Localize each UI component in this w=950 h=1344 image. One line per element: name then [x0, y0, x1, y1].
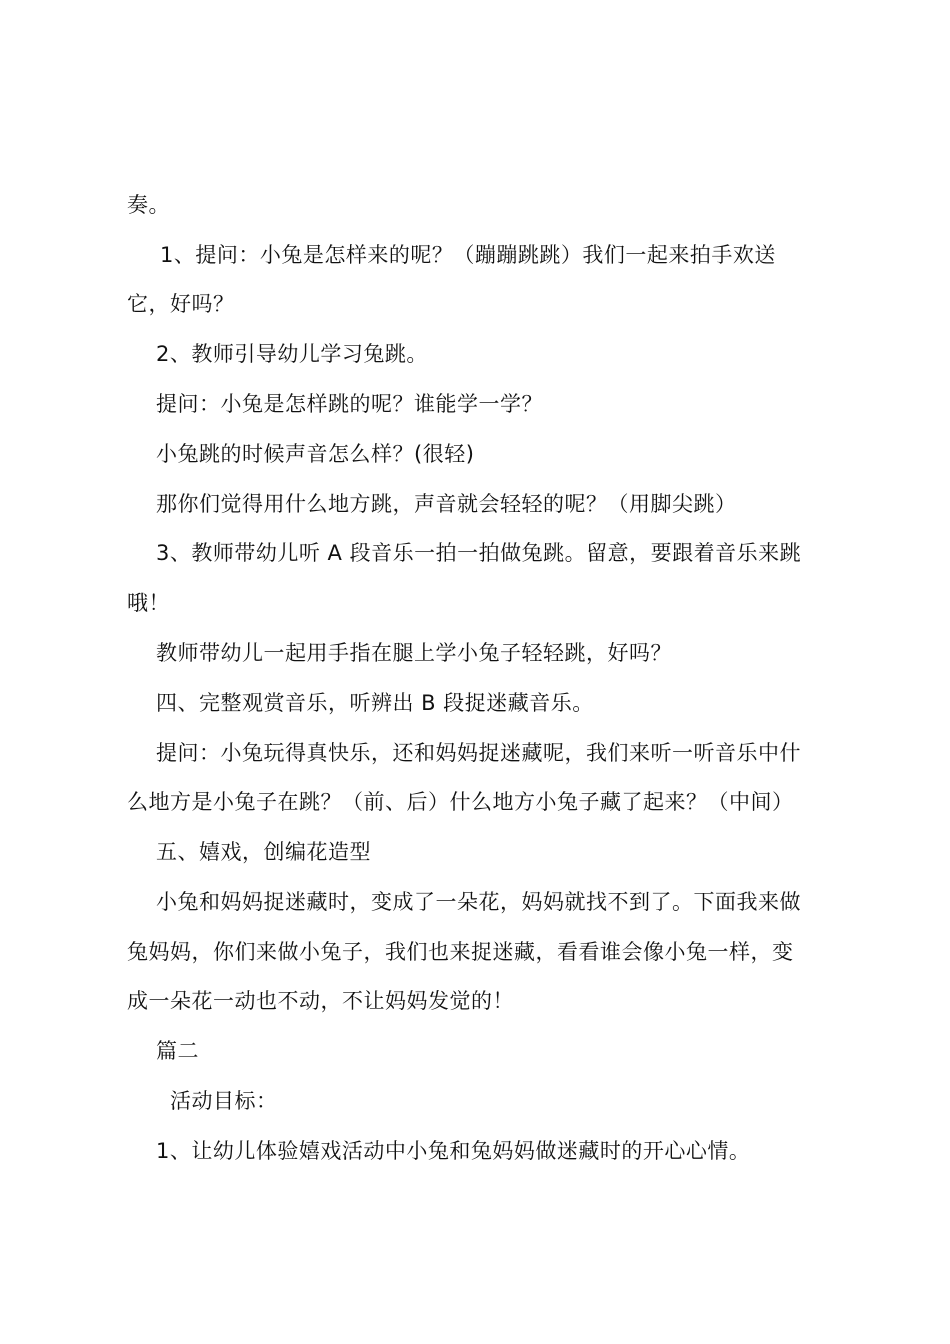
text-line: 四、完整观赏音乐，听辨出 B 段捉迷藏音乐。: [156, 691, 594, 715]
text-line: 提问：小兔是怎样跳的呢？谁能学一学？: [156, 392, 543, 416]
text-line: 奏。: [127, 193, 170, 217]
text-line: 五、嬉戏，创编花造型: [156, 840, 371, 864]
text-line: 它，好吗？: [127, 292, 235, 316]
text-line: 提问：小兔玩得真快乐，还和妈妈捉迷藏呢，我们来听一听音乐中什: [156, 741, 801, 765]
text-line: 1、让幼儿体验嬉戏活动中小兔和兔妈妈做迷藏时的开心心情。: [156, 1139, 751, 1163]
text-line: 成一朵花一动也不动，不让妈妈发觉的！: [127, 989, 514, 1013]
text-line: 3、教师带幼儿听 A 段音乐一拍一拍做兔跳。留意，要跟着音乐来跳: [156, 541, 802, 565]
text-line: 么地方是小兔子在跳？（前、后）什么地方小兔子藏了起来？（中间）: [127, 790, 794, 814]
text-line: 1、提问：小兔是怎样来的呢？（蹦蹦跳跳）我们一起来拍手欢送: [160, 243, 776, 267]
text-line: 哦！: [127, 591, 170, 615]
text-line: 活动目标：: [170, 1089, 278, 1113]
section-heading: 篇二: [156, 1039, 199, 1063]
text-line: 小兔跳的时候声音怎么样？(很轻): [156, 442, 475, 466]
text-line: 教师带幼儿一起用手指在腿上学小兔子轻轻跳，好吗？: [156, 641, 672, 665]
text-line: 那你们觉得用什么地方跳，声音就会轻轻的呢？（用脚尖跳）: [156, 492, 737, 516]
text-line: 2、教师引导幼儿学习兔跳。: [156, 342, 428, 366]
text-line: 小兔和妈妈捉迷藏时，变成了一朵花，妈妈就找不到了。下面我来做: [156, 890, 801, 914]
text-line: 兔妈妈，你们来做小兔子，我们也来捉迷藏，看看谁会像小兔一样，变: [127, 940, 794, 964]
